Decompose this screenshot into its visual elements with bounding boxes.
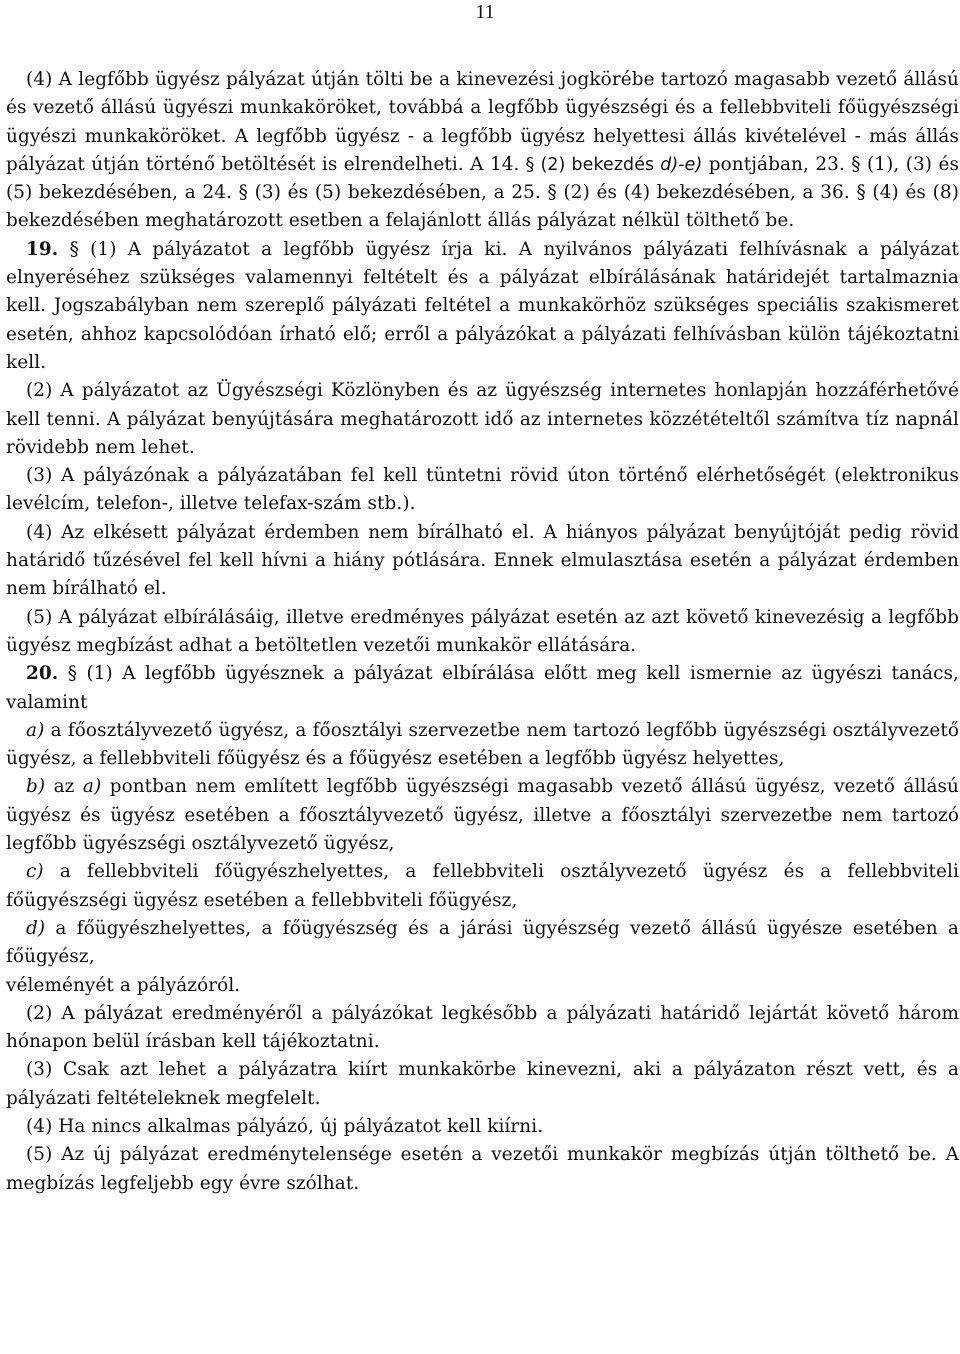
list-item-c [6, 858, 959, 915]
paragraph-reference: d)-e) [660, 154, 703, 175]
list-item-label: a) [26, 719, 45, 741]
list-item-text: a főosztályvezető ügyész, a főosztályi szervezetbe nem tartozó legfőbb ügyészségi osztályvezető ügyész, a fellebbviteli főügyész és a főügyész esetében a legfőbb ügyész helyettes, [6, 719, 959, 770]
list-item-b [6, 773, 959, 858]
section-19-paragraph-2: (2) A pályázatot az Ügyészségi Közlönyben és az ügyészség internetes honlapján hozzáférhetővé kell tenni. A pályázat benyújtására meghatározott idő az internetes közzétételtől számítva tíz napnál rövidebb nem lehet. [6, 380, 959, 458]
section-20-paragraph-1 [6, 660, 959, 717]
section-20-paragraph-2: (2) A pályázat eredményéről a pályázókat legkésőbb a pályázati határidő lejártát követő három hónapon belül írásban kell tájékoztatni. [6, 1002, 959, 1053]
paragraph-18-4 [6, 66, 959, 236]
list-item-label: d) [26, 917, 46, 939]
document-body [6, 66, 959, 1198]
list-item-text: az [45, 776, 83, 798]
section-19-paragraph-5: (5) A pályázat elbírálásáig, illetve eredményes pályázat esetén az azt követő kinevezésig a legfőbb ügyész megbízást adhat a betöltetlen vezetői munkakör ellátására. [6, 606, 959, 656]
list-item-text: pontban nem említett legfőbb ügyészségi magasabb vezető állású ügyész, vezető állású ügyész és ügyész esetében a főosztályvezető ügyész, illetve a főosztályi szervezetbe nem tartozó legfőbb ügyészségi osztályvezető ügyész, [6, 776, 959, 855]
section-20-paragraph-4: (4) Ha nincs alkalmas pályázó, új pályázatot kell kiírni. [26, 1115, 544, 1137]
list-item-a [6, 717, 959, 774]
list-item-reference: a) [82, 776, 102, 798]
paragraph-text: pontjában, 23. § (1), (3) és (5) bekezdésében, a 24. § (3) és (5) bekezdésében, a 25. § (2) és (4) bekezdésében, a 36. § (4) és (8) bekezdésében meghatározott esetben a felajánlott állás pályázat nélkül tölthető be. [6, 153, 960, 232]
section-20-paragraph-5: (5) Az új pályázat eredménytelensége esetén a vezetői munkakör megbízás útján tölthető be. A megbízás legfeljebb egy évre szólhat. [6, 1144, 959, 1194]
section-20-paragraph-3: (3) Csak azt lehet a pályázatra kiírt munkakörbe kinevezni, aki a pályázaton részt vett, és a pályázati feltételeknek megfelelt. [6, 1059, 959, 1109]
section-19-paragraph-4: (4) Az elkésett pályázat érdemben nem bírálható el. A hiányos pályázat benyújtóját pedig rövid határidő tűzésével fel kell hívni a hiány pótlására. Ennek elmulasztása esetén a pályázat érdemben nem bírálható el. [6, 521, 959, 600]
list-item-label: c) [26, 861, 44, 883]
list-item-text: a főügyészhelyettes, a főügyészség és a járási ügyészség vezető állású ügyésze esetében a főügyész, [6, 917, 959, 968]
section-19-paragraph-1 [6, 236, 959, 377]
list-item-text: a fellebbviteli főügyészhelyettes, a fellebbviteli osztályvezető ügyész és a fellebbviteli főügyészségi ügyész esetében a fellebbviteli főügyész, [6, 861, 959, 911]
paragraph-text: § (2) bekezdés [519, 154, 661, 175]
list-item-d [6, 915, 959, 972]
paragraph-text: § (1) A pályázatot a legfőbb ügyész írja ki. A nyilvános pályázati felhívásnak a pályázat elnyeréséhez szükséges valamennyi feltételt és a pályázat elbírálásának határidejét tartalmaznia kell. Jogszabályban nem szereplő pályázati feltétel a munkakörhöz szükséges speciális szakismeret esetén, ahhoz kapcsolódóan írható elő; erről a pályázókat a pályázati felhívásban külön tájékoztatni kell. [6, 238, 959, 373]
list-closing: véleményét a pályázóról. [6, 974, 241, 996]
list-item-label: b) [26, 776, 46, 798]
section-number: 19. [26, 238, 59, 260]
section-19-paragraph-3: (3) A pályázónak a pályázatában fel kell tüntetni rövid úton történő elérhetőségét (elektronikus levélcím, telefon-, illetve telefax-szám stb.). [6, 465, 959, 515]
paragraph-text: § (1) A legfőbb ügyésznek a pályázat elbírálása előtt meg kell ismernie az ügyészi tanács, valamint [6, 663, 959, 713]
page-number: 11 [475, 1, 495, 23]
paragraph-text: (4) A legfőbb ügyész pályázat útján tölti be a kinevezési jogkörébe tartozó magasabb vezető állású és vezető állású ügyészi munkaköröket, továbbá a legfőbb ügyészségi és a fellebbviteli főügyészségi ügyészi munkaköröket. A legfőbb ügyész - a legfőbb ügyész helyettesi állás kivételével - más állás pályázat útján történő betöltését is elrendelheti. A 14. [6, 69, 959, 175]
section-number: 20. [26, 663, 59, 685]
